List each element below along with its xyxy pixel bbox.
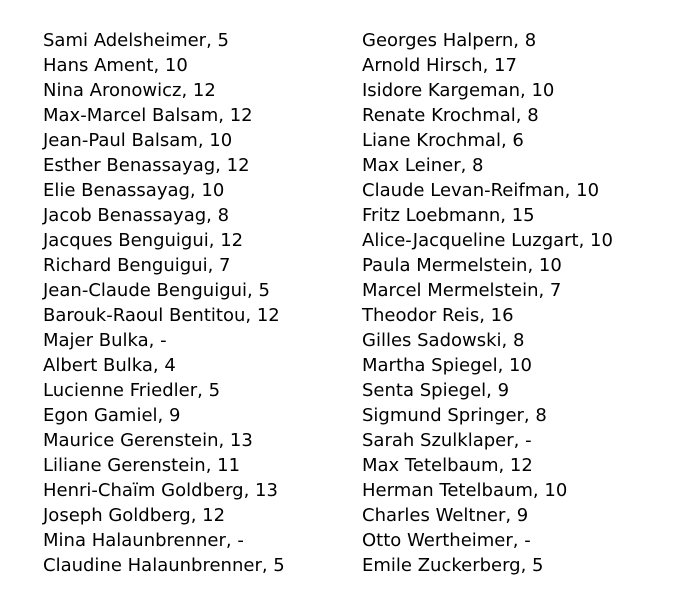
list-item: Emile Zuckerberg, 5 bbox=[362, 555, 544, 576]
list-item: Fritz Loebmann, 15 bbox=[362, 205, 535, 226]
list-item: Sarah Szulklaper, - bbox=[362, 430, 532, 451]
list-item: Liane Krochmal, 6 bbox=[362, 130, 524, 151]
list-item: Sami Adelsheimer, 5 bbox=[43, 30, 229, 51]
list-item: Charles Weltner, 9 bbox=[362, 505, 529, 526]
list-item: Herman Tetelbaum, 10 bbox=[362, 480, 568, 501]
list-item: Senta Spiegel, 9 bbox=[362, 380, 510, 401]
list-item: Martha Spiegel, 10 bbox=[362, 355, 532, 376]
list-item: Barouk-Raoul Bentitou, 12 bbox=[43, 305, 280, 326]
list-item: Max-Marcel Balsam, 12 bbox=[43, 105, 253, 126]
name-list-right-column bbox=[362, 28, 672, 578]
list-item: Richard Benguigui, 7 bbox=[43, 255, 231, 276]
name-list-left-column bbox=[43, 28, 343, 578]
list-item: Georges Halpern, 8 bbox=[362, 30, 537, 51]
list-item: Jean-Paul Balsam, 10 bbox=[43, 130, 233, 151]
list-item: Henri-Chaïm Goldberg, 13 bbox=[43, 480, 278, 501]
list-item: Marcel Mermelstein, 7 bbox=[362, 280, 562, 301]
list-item: Egon Gamiel, 9 bbox=[43, 405, 181, 426]
list-item: Claude Levan-Reifman, 10 bbox=[362, 180, 600, 201]
list-item: Sigmund Springer, 8 bbox=[362, 405, 547, 426]
list-item: Claudine Halaunbrenner, 5 bbox=[43, 555, 285, 576]
list-item: Elie Benassayag, 10 bbox=[43, 180, 225, 201]
list-item: Gilles Sadowski, 8 bbox=[362, 330, 525, 351]
list-item: Otto Wertheimer, - bbox=[362, 530, 531, 551]
list-item: Nina Aronowicz, 12 bbox=[43, 80, 216, 101]
list-item: Maurice Gerenstein, 13 bbox=[43, 430, 253, 451]
list-item: Max Leiner, 8 bbox=[362, 155, 484, 176]
list-item: Lucienne Friedler, 5 bbox=[43, 380, 221, 401]
list-item: Jean-Claude Benguigui, 5 bbox=[43, 280, 270, 301]
list-item: Jacob Benassayag, 8 bbox=[43, 205, 230, 226]
list-item: Esther Benassayag, 12 bbox=[43, 155, 250, 176]
list-item: Jacques Benguigui, 12 bbox=[43, 230, 244, 251]
list-item: Paula Mermelstein, 10 bbox=[362, 255, 562, 276]
list-item: Max Tetelbaum, 12 bbox=[362, 455, 533, 476]
list-item: Liliane Gerenstein, 11 bbox=[43, 455, 241, 476]
list-item: Theodor Reis, 16 bbox=[362, 305, 514, 326]
list-item: Mina Halaunbrenner, - bbox=[43, 530, 244, 551]
list-item: Albert Bulka, 4 bbox=[43, 355, 176, 376]
list-item: Alice-Jacqueline Luzgart, 10 bbox=[362, 230, 613, 251]
list-item: Renate Krochmal, 8 bbox=[362, 105, 539, 126]
list-item: Joseph Goldberg, 12 bbox=[43, 505, 226, 526]
list-item: Hans Ament, 10 bbox=[43, 55, 188, 76]
list-item: Majer Bulka, - bbox=[43, 330, 167, 351]
list-item: Isidore Kargeman, 10 bbox=[362, 80, 555, 101]
list-item: Arnold Hirsch, 17 bbox=[362, 55, 517, 76]
